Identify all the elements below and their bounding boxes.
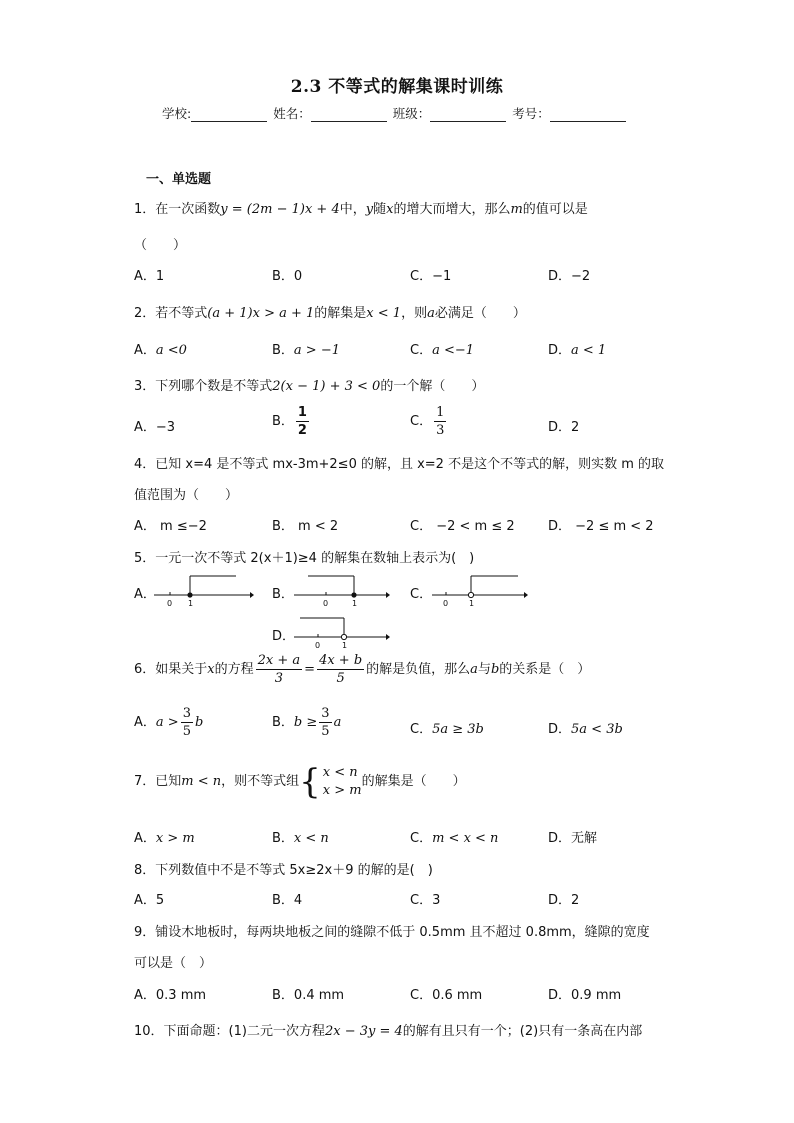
school-label: 学校: (162, 106, 192, 121)
q5-number-line-d (290, 614, 394, 654)
q5-number-line-a (150, 572, 254, 612)
svg-text:0: 0 (443, 599, 449, 608)
q8-option-b[interactable]: B．4 (272, 893, 303, 908)
q1-option-a[interactable]: A．1 (134, 269, 165, 284)
q7-option-c[interactable]: C．m < x < n (410, 831, 499, 846)
q1-option-c[interactable]: C．−1 (410, 269, 452, 284)
q6-option-b[interactable]: B．b ≥ $\frac{3}{5}$ a (272, 706, 342, 739)
q5-option-c[interactable]: C． (410, 587, 433, 602)
q4-option-c[interactable]: C． −2 < m ≤ 2 (410, 519, 515, 534)
q4-option-b[interactable]: B． m < 2 (272, 519, 339, 534)
q3-option-a[interactable]: A．−3 (134, 420, 176, 435)
q7-option-a[interactable]: A．x > m (134, 831, 195, 846)
q7-option-d[interactable]: D．无解 (548, 831, 598, 846)
svg-text:1: 1 (188, 599, 194, 608)
q5-option-d[interactable]: D． (272, 629, 296, 644)
q2-option-d[interactable]: D．a < 1 (548, 343, 607, 358)
page-title: 2.3 不等式的解集课时训练 (290, 77, 504, 97)
exam-number-label: 考号： (512, 106, 550, 121)
q10-formula: 2x − 3y = 4 (324, 1024, 403, 1039)
svg-text:1: 1 (352, 599, 358, 608)
q9-option-c[interactable]: C．0.6 mm (410, 988, 483, 1003)
svg-text:0: 0 (167, 599, 173, 608)
q3-option-d[interactable]: D．2 (548, 420, 580, 435)
q6-fraction-right: $\frac{4x + b}{5}$ (319, 653, 363, 686)
section-heading: 一、单选题 (146, 172, 212, 187)
q7-option-b[interactable]: B．x < n (272, 831, 329, 846)
q5-number-line-b (290, 572, 394, 612)
question-10-stem: 10．下面命题：(1)二元一次方程2x − 3y = 4的解有且只有一个；(2)只有一条高在内部 (134, 1024, 643, 1039)
question-5-stem: 5．一元一次不等式 2(x＋1)≥4 的解集在数轴上表示为( ) (134, 551, 475, 566)
q6-option-c[interactable]: C．5a ≥ 3b (410, 722, 484, 737)
q9-option-d[interactable]: D．0.9 mm (548, 988, 622, 1003)
class-blank[interactable] (430, 107, 506, 122)
q8-option-c[interactable]: C．3 (410, 893, 441, 908)
question-1-stem: 1．在一次函数y = (2m − 1)x + 4中，y随x的增大而增大，那么m的值可以是 (134, 202, 588, 217)
class-label: 班级： (392, 106, 431, 121)
name-label: 姓名： (273, 106, 311, 121)
question-8-stem: 8．下列数值中不是不等式 5x≥2x＋9 的解的是( ) (134, 863, 433, 878)
q1-option-d[interactable]: D．−2 (548, 269, 591, 284)
svg-text:1: 1 (342, 641, 348, 650)
svg-text:0: 0 (315, 641, 321, 650)
school-blank[interactable] (191, 107, 267, 122)
q1-formula: y = (2m − 1)x + 4 (220, 202, 340, 217)
q8-option-a[interactable]: A．5 (134, 893, 165, 908)
question-4-line-2: 值范围为（ ） (134, 488, 239, 503)
question-2-stem: 2．若不等式(a + 1)x > a + 1的解集是x < 1，则a必满足（ ） (134, 306, 526, 321)
svg-text:0: 0 (323, 599, 329, 608)
q7-system: { x < n x > m (299, 761, 362, 802)
q2-option-a[interactable]: A．a <0 (134, 343, 187, 358)
question-6-stem: 6．如果关于x的方程 $\frac{2x + a}{3}$ = $\frac{4x + b}{5}$ 的解是负值，那么a与b的关系是（ ） (134, 653, 591, 686)
q9-option-b[interactable]: B．0.4 mm (272, 988, 345, 1003)
question-3-stem: 3．下列哪个数是不等式2(x − 1) + 3 < 0的一个解（ ） (134, 379, 485, 394)
q5-option-b[interactable]: B． (272, 587, 294, 602)
q5-option-a[interactable]: A． (134, 587, 156, 602)
q3-option-b[interactable]: B． $\frac{1}{2}$ (272, 405, 307, 438)
q4-option-a[interactable]: A． m ≤−2 (134, 519, 207, 534)
exam-number-blank[interactable] (550, 107, 626, 122)
q5-number-line-c (428, 572, 532, 612)
q4-option-d[interactable]: D． −2 ≤ m < 2 (548, 519, 654, 534)
q2-formula: (a + 1)x > a + 1 (207, 306, 315, 321)
q6-option-a[interactable]: A．a > $\frac{3}{5}$ b (134, 706, 204, 739)
q8-option-d[interactable]: D．2 (548, 893, 580, 908)
student-info-line (162, 104, 682, 122)
q6-fraction-left: $\frac{2x + a}{3}$ (257, 653, 301, 686)
svg-text:1: 1 (469, 599, 475, 608)
name-blank[interactable] (311, 107, 387, 122)
q6-option-d[interactable]: D．5a < 3b (548, 722, 623, 737)
question-9-line-2: 可以是（ ） (134, 956, 213, 971)
q2-option-c[interactable]: C．a <−1 (410, 343, 475, 358)
question-7-stem: 7．已知m < n，则不等式组 { x < n x > m 的解集是（ ） (134, 761, 466, 802)
question-9-line-1: 9．铺设木地板时，每两块地板之间的缝隙不低于 0.5mm 且不超过 0.8mm，缝隙的宽度 (134, 925, 650, 940)
q2-option-b[interactable]: B．a > −1 (272, 343, 340, 358)
q3-option-c[interactable]: C． $\frac{1}{3}$ (410, 405, 445, 438)
q3-formula: 2(x − 1) + 3 < 0 (272, 379, 381, 394)
q1-option-b[interactable]: B．0 (272, 269, 303, 284)
q9-option-a[interactable]: A．0.3 mm (134, 988, 207, 1003)
question-1-paren: （ ） (134, 238, 187, 253)
question-4-line-1: 4．已知 x=4 是不等式 mx-3m+2≤0 的解，且 x=2 不是这个不等式的解，则实数 m 的取 (134, 457, 665, 472)
